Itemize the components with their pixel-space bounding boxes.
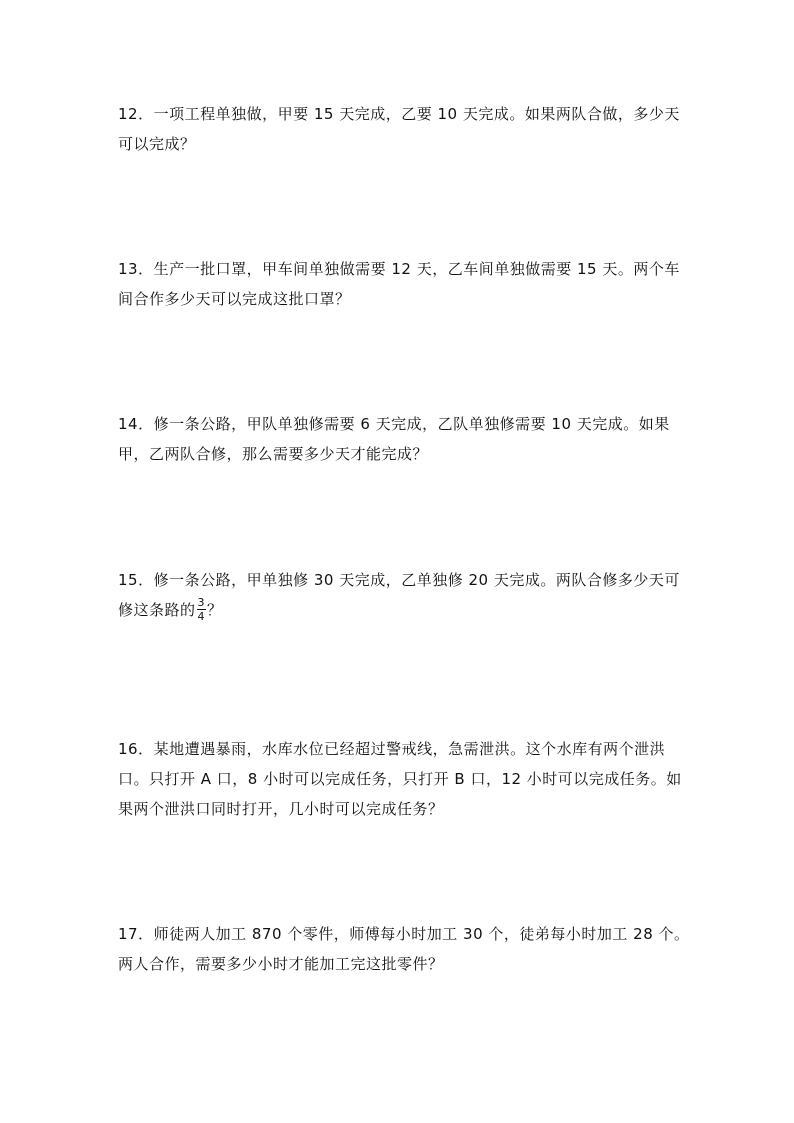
problem-13 xyxy=(118,254,678,314)
problem-16-line-3: 果两个泄洪口同时打开，几小时可以完成任务？ xyxy=(118,800,444,818)
problem-15 xyxy=(118,565,678,625)
problem-12-line-2: 可以完成？ xyxy=(118,135,196,153)
problem-12 xyxy=(118,99,678,159)
problem-16-line-2: 口。只打开 A 口，8 小时可以完成任务，只打开 B 口，12 小时可以完成任务。如 xyxy=(118,770,682,788)
problem-13-line-2: 间合作多少天可以完成这批口罩？ xyxy=(118,290,351,308)
problem-16-line-1: 16．某地遭遇暴雨，水库水位已经超过警戒线，急需泄洪。这个水库有两个泄洪 xyxy=(118,740,666,758)
problem-14 xyxy=(118,409,678,469)
fraction-numerator: 3 xyxy=(197,596,206,609)
problem-13-line-1: 13．生产一批口罩，甲车间单独做需要 12 天，乙车间单独做需要 15 天。两个车 xyxy=(118,260,680,278)
problem-16 xyxy=(118,734,682,824)
problem-14-line-1: 14．修一条公路，甲队单独修需要 6 天完成，乙队单独修需要 10 天完成。如果 xyxy=(118,415,670,433)
problem-15-line-1: 15．修一条公路，甲单独修 30 天完成，乙单独修 20 天完成。两队合修多少天可 xyxy=(118,571,680,589)
fraction xyxy=(197,597,207,622)
problem-12-line-1: 12．一项工程单独做，甲要 15 天完成，乙要 10 天完成。如果两队合做，多少天 xyxy=(118,105,680,123)
problem-15-line-2-prefix: 修这条路的 xyxy=(118,601,196,619)
fraction-denominator: 4 xyxy=(197,610,206,623)
problem-14-line-2: 甲，乙两队合修，那么需要多少天才能完成？ xyxy=(118,445,429,463)
problem-17-line-2: 两人合作，需要多少小时才能加工完这批零件？ xyxy=(118,955,444,973)
problem-17 xyxy=(118,919,690,979)
problem-15-line-2-suffix: ？ xyxy=(207,601,223,619)
problem-15-line-2 xyxy=(118,595,678,625)
problem-17-line-1: 17．师徒两人加工 870 个零件，师傅每小时加工 30 个，徒弟每小时加工 28 个。 xyxy=(118,925,690,943)
